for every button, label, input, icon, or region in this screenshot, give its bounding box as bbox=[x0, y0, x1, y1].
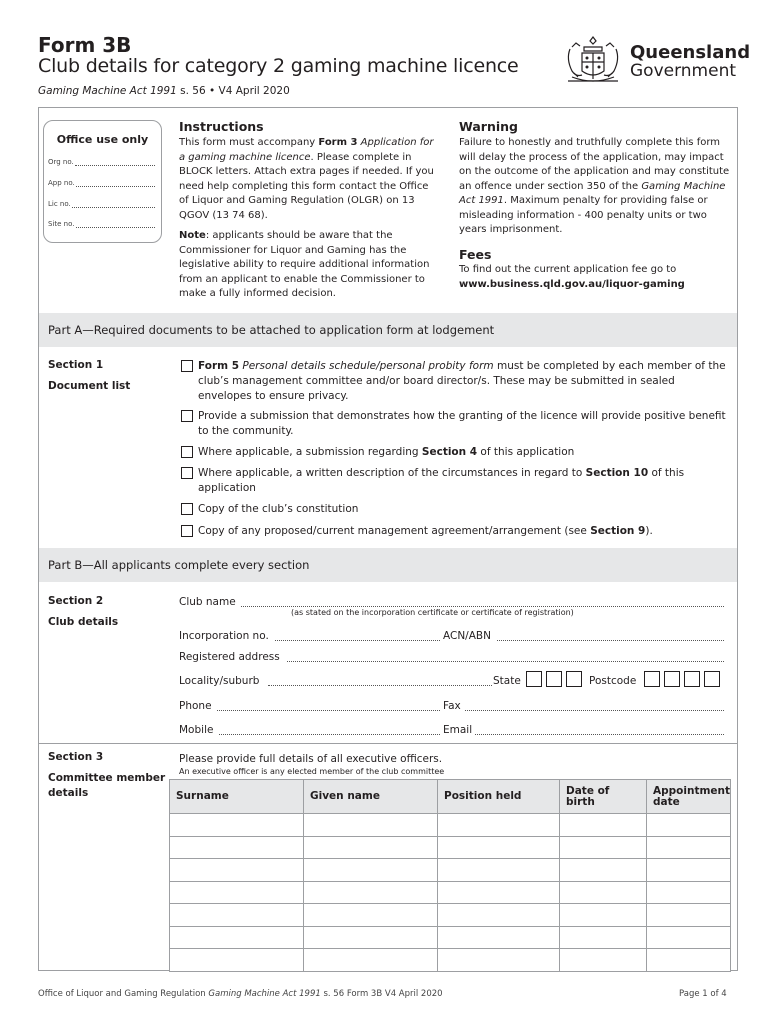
office-site-no-line bbox=[76, 227, 155, 228]
table-row bbox=[170, 814, 731, 837]
office-org-no-line bbox=[75, 165, 155, 166]
office-lic-no: Lic no. bbox=[48, 200, 71, 208]
office-site-no: Site no. bbox=[48, 220, 75, 228]
col-given-name: Given name bbox=[304, 780, 438, 814]
table-row bbox=[170, 949, 731, 972]
doc-item-section4: Where applicable, a submission regarding Section 4 of this application bbox=[181, 445, 726, 460]
table-cell[interactable] bbox=[304, 859, 438, 882]
fees-text: To find out the current application fee go to www.business.qld.gov.au/liquor-gaming bbox=[459, 264, 685, 290]
logo-wordmark bbox=[630, 43, 750, 81]
locality-input[interactable] bbox=[268, 685, 492, 686]
table-cell[interactable] bbox=[560, 926, 647, 949]
table-cell[interactable] bbox=[170, 814, 304, 837]
postcode-box-1[interactable] bbox=[644, 671, 660, 687]
phone-input[interactable] bbox=[217, 710, 440, 711]
table-header-row bbox=[170, 780, 731, 814]
incorporation-label: Incorporation no. bbox=[179, 630, 269, 642]
form-version: s. 56 • V4 April 2020 bbox=[180, 85, 290, 97]
section2-heading: Section 2 Club details bbox=[48, 595, 119, 628]
office-use-box bbox=[43, 120, 162, 243]
table-cell[interactable] bbox=[170, 881, 304, 904]
table-cell[interactable] bbox=[647, 926, 731, 949]
mobile-label: Mobile bbox=[179, 724, 214, 736]
col-position-held: Position held bbox=[438, 780, 560, 814]
table-cell[interactable] bbox=[438, 881, 560, 904]
checkbox-submission[interactable] bbox=[181, 410, 193, 422]
club-name-label: Club name bbox=[179, 596, 236, 608]
col-surname: Surname bbox=[170, 780, 304, 814]
incorporation-input[interactable] bbox=[275, 640, 440, 641]
table-row bbox=[170, 859, 731, 882]
fax-label: Fax bbox=[443, 700, 461, 712]
postcode-box-4[interactable] bbox=[704, 671, 720, 687]
table-cell[interactable] bbox=[438, 904, 560, 927]
instructions-text: This form must accompany Form 3 Application for a gaming machine licence. Please complete in BLOCK letters. Attach extra pages if needed. If you need help completing this form contact the Office of Liquor and Gaming Regulation (OLGR) on 13 QGOV (13 74 68). bbox=[179, 137, 434, 221]
table-cell[interactable] bbox=[647, 836, 731, 859]
table-cell[interactable] bbox=[170, 836, 304, 859]
table-cell[interactable] bbox=[560, 836, 647, 859]
doc-item-section10: Where applicable, a written description of the circumstances in regard to Section 10 of this application bbox=[181, 466, 726, 496]
table-cell[interactable] bbox=[170, 949, 304, 972]
table-cell[interactable] bbox=[647, 904, 731, 927]
table-cell[interactable] bbox=[647, 859, 731, 882]
table-cell[interactable] bbox=[560, 881, 647, 904]
club-name-input[interactable] bbox=[241, 606, 724, 607]
section3-heading: Section 3 Committee member details bbox=[48, 751, 166, 799]
part-a-header: Part A—Required documents to be attached to application form at lodgement bbox=[39, 313, 737, 347]
table-cell[interactable] bbox=[438, 859, 560, 882]
table-cell[interactable] bbox=[438, 836, 560, 859]
table-cell[interactable] bbox=[647, 814, 731, 837]
section1-heading: Section 1 Document list bbox=[48, 359, 131, 392]
form-subtitle bbox=[38, 85, 290, 97]
exec-instruction: Please provide full details of all executive officers. bbox=[179, 753, 443, 765]
warning-text: Failure to honestly and truthfully complete this form will delay the process of the application, may impact on the outcome of the application and may constitute an offence under section 350 of the Gaming Machine Act 1991. Maximum penalty for providing false or misleading information - 400 penalty units or two years imprisonment. bbox=[459, 137, 730, 235]
table-cell[interactable] bbox=[438, 926, 560, 949]
logo-line1: Queensland bbox=[630, 42, 751, 63]
table-cell[interactable] bbox=[170, 904, 304, 927]
coat-of-arms-icon bbox=[562, 33, 624, 89]
office-use-title: Office use only bbox=[56, 133, 149, 146]
col-appointment-date: Appointment date bbox=[647, 780, 731, 814]
state-label: State bbox=[493, 675, 521, 687]
acn-label: ACN/ABN bbox=[443, 630, 491, 642]
table-cell[interactable] bbox=[438, 949, 560, 972]
table-row bbox=[170, 836, 731, 859]
table-cell[interactable] bbox=[560, 949, 647, 972]
checkbox-form5[interactable] bbox=[181, 360, 193, 372]
part-b-header: Part B—All applicants complete every section bbox=[39, 548, 737, 582]
table-cell[interactable] bbox=[438, 814, 560, 837]
table-cell[interactable] bbox=[647, 949, 731, 972]
office-org-no: Org no. bbox=[48, 158, 74, 166]
warning-heading: Warning bbox=[459, 119, 518, 134]
committee-members-table bbox=[169, 779, 731, 972]
table-cell[interactable] bbox=[560, 859, 647, 882]
table-cell[interactable] bbox=[304, 814, 438, 837]
mobile-input[interactable] bbox=[219, 734, 440, 735]
acn-input[interactable] bbox=[497, 640, 724, 641]
club-name-hint: (as stated on the incorporation certificate or certificate of registration) bbox=[291, 608, 574, 617]
registered-address-label: Registered address bbox=[179, 651, 280, 663]
footer-text: Office of Liquor and Gaming Regulation Gaming Machine Act 1991 s. 56 Form 3B V4 April 2020 bbox=[38, 989, 443, 999]
queensland-government-logo bbox=[562, 33, 751, 89]
instructions-heading: Instructions bbox=[179, 119, 264, 134]
act-name: Gaming Machine Act 1991 bbox=[38, 85, 177, 97]
phone-label: Phone bbox=[179, 700, 212, 712]
table-cell[interactable] bbox=[304, 836, 438, 859]
state-box-3[interactable] bbox=[566, 671, 582, 687]
checkbox-management[interactable] bbox=[181, 525, 193, 537]
table-cell[interactable] bbox=[304, 904, 438, 927]
registered-address-input[interactable] bbox=[287, 661, 724, 662]
doc-item-submission: Provide a submission that demonstrates how the granting of the licence will provide positive benefit to the community. bbox=[181, 409, 726, 439]
state-box-2[interactable] bbox=[546, 671, 562, 687]
doc-item-management: Copy of any proposed/current management agreement/arrangement (see Section 9). bbox=[181, 524, 726, 539]
office-lic-no-line bbox=[72, 207, 155, 208]
table-row bbox=[170, 904, 731, 927]
state-box-1[interactable] bbox=[526, 671, 542, 687]
table-cell[interactable] bbox=[304, 949, 438, 972]
form-title: Club details for category 2 gaming machine licence bbox=[38, 55, 519, 77]
doc-item-form5: Form 5 Personal details schedule/personal probity form must be completed by each member of the club’s management committee and/or board director/s. These may be submitted in sealed envelopes to ensure privacy. bbox=[181, 359, 726, 404]
office-app-no: App no. bbox=[48, 179, 75, 187]
table-cell[interactable] bbox=[647, 881, 731, 904]
exec-definition: An executive officer is any elected member of the club committee bbox=[179, 767, 445, 776]
email-input[interactable] bbox=[475, 734, 724, 735]
checkbox-section4[interactable] bbox=[181, 446, 193, 458]
table-row bbox=[170, 926, 731, 949]
table-cell[interactable] bbox=[170, 859, 304, 882]
section-divider bbox=[39, 743, 737, 744]
office-app-no-line bbox=[76, 186, 155, 187]
table-cell[interactable] bbox=[170, 926, 304, 949]
page-number: Page 1 of 4 bbox=[679, 989, 727, 999]
table-cell[interactable] bbox=[560, 814, 647, 837]
checkbox-constitution[interactable] bbox=[181, 503, 193, 515]
table-row bbox=[170, 881, 731, 904]
fees-link[interactable]: www.business.qld.gov.au/liquor-gaming bbox=[459, 278, 685, 290]
logo-line2: Government bbox=[630, 61, 737, 81]
table-cell[interactable] bbox=[560, 904, 647, 927]
fees-heading: Fees bbox=[459, 247, 492, 262]
checkbox-section10[interactable] bbox=[181, 467, 193, 479]
postcode-label: Postcode bbox=[589, 675, 637, 687]
table-cell[interactable] bbox=[304, 881, 438, 904]
doc-item-constitution: Copy of the club’s constitution bbox=[181, 502, 726, 517]
instructions-note: Note: applicants should be aware that the Commissioner for Liquor and Gaming has the legislative ability to require additional information from an applicant to enable the Commissioner to make a fully informed decision. bbox=[179, 230, 430, 299]
postcode-box-2[interactable] bbox=[664, 671, 680, 687]
email-label: Email bbox=[443, 724, 473, 736]
postcode-box-3[interactable] bbox=[684, 671, 700, 687]
form-number: Form 3B bbox=[38, 33, 132, 57]
locality-label: Locality/suburb bbox=[179, 675, 260, 687]
table-cell[interactable] bbox=[304, 926, 438, 949]
fax-input[interactable] bbox=[465, 710, 724, 711]
col-date-of-birth: Date of birth bbox=[560, 780, 647, 814]
